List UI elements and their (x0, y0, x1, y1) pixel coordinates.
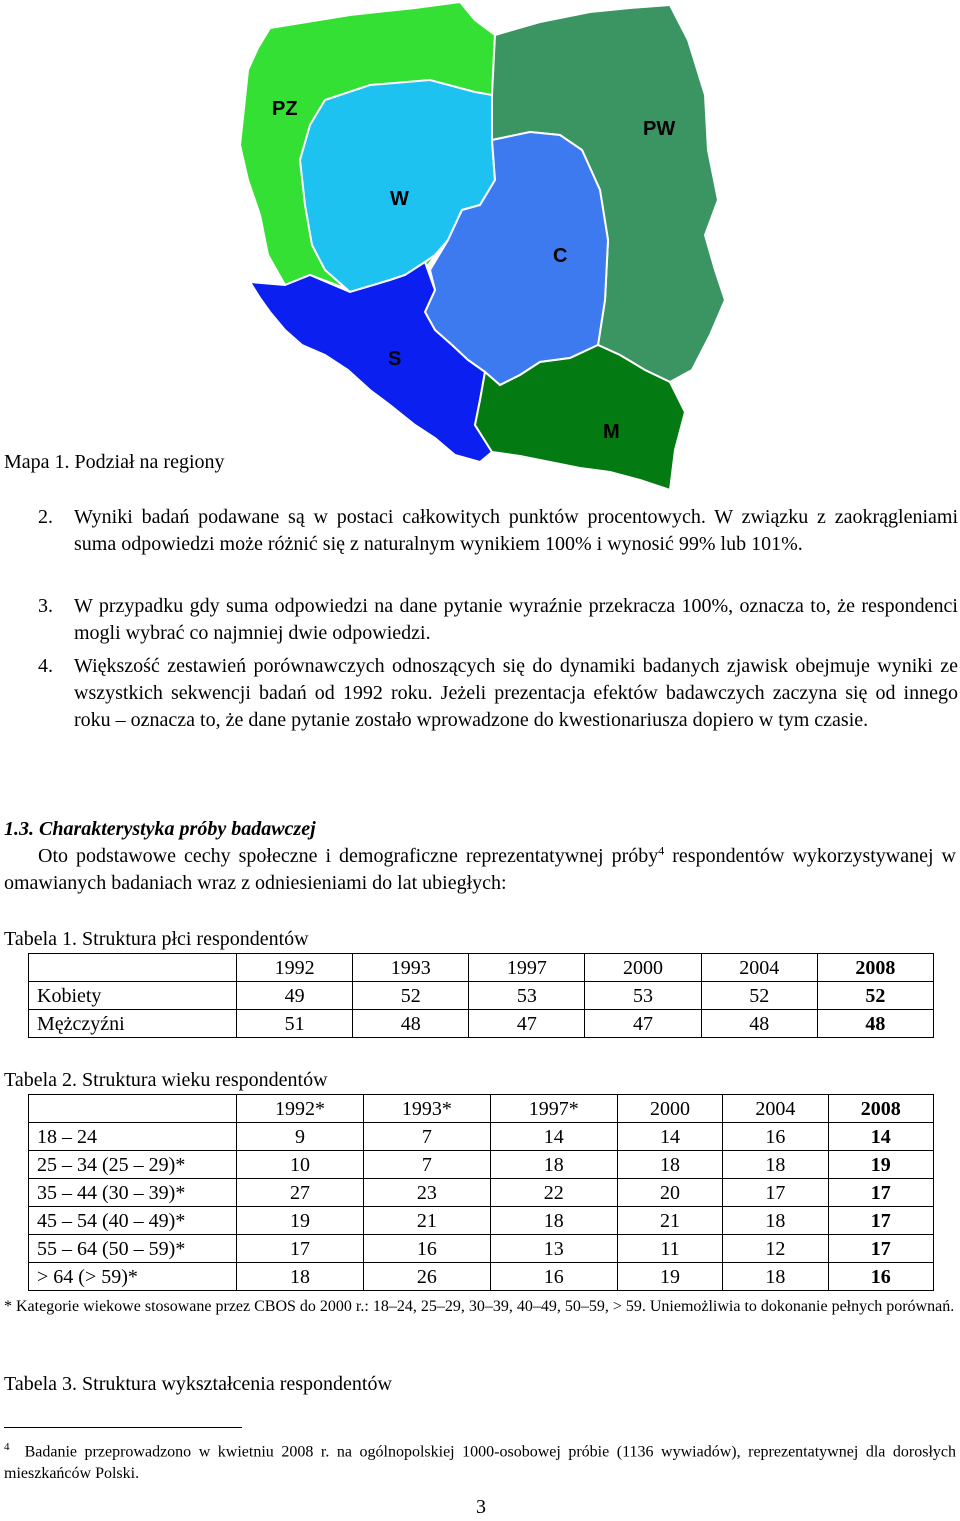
region-label-m: M (603, 421, 620, 443)
table-cell: 16 (723, 1123, 828, 1151)
table-cell: 53 (469, 982, 585, 1010)
table-cell: 16 (363, 1235, 490, 1263)
note-text: Większość zestawień porównawczych odnoszących się do dynamiki badanych zjawisk obejmuje wyniki ze wszystkich sekwencji badań od 1992 roku. Jeżeli prezentacja efektów badawczych zaczyna się od innego roku – oznacza to, że dane pytanie zostało wprowadzone do kwestionariusza dopiero w tym czasie. (74, 655, 958, 731)
note-text: Wyniki badań podawane są w postaci całkowitych punktów procentowych. W związku z zaokrągleniami suma odpowiedzi może różnić się z naturalnym wynikiem 100% i wynosić 99% lub 101%. (74, 506, 958, 555)
note-number: 2. (38, 506, 53, 528)
note-number: 4. (38, 655, 53, 677)
table-cell: 16 (490, 1263, 617, 1291)
table-cell: 26 (363, 1263, 490, 1291)
table-age (28, 1094, 934, 1291)
table-cell: 14 (490, 1123, 617, 1151)
table-cell: 2004 (723, 1095, 828, 1123)
table-cell: 7 (363, 1123, 490, 1151)
table-row (29, 1010, 934, 1038)
table-cell: 2008 (828, 1095, 933, 1123)
table-row-label: 35 – 44 (30 – 39)* (29, 1179, 237, 1207)
table-cell: 17 (828, 1235, 933, 1263)
table-cell: 1992 (237, 954, 353, 982)
table-cell: 21 (617, 1207, 722, 1235)
region-label-c: C (553, 245, 568, 267)
table-cell: 1997* (490, 1095, 617, 1123)
table-row (29, 1123, 934, 1151)
table-cell: 16 (828, 1263, 933, 1291)
table-cell: 52 (817, 982, 933, 1010)
table2-caption: Tabela 2. Struktura wieku respondentów (4, 1069, 328, 1091)
table-cell: 21 (363, 1207, 490, 1235)
table-cell: 2000 (585, 954, 701, 982)
table-cell: 18 (490, 1151, 617, 1179)
note-item-3 (38, 593, 958, 647)
table-cell: 13 (490, 1235, 617, 1263)
table-cell: 17 (723, 1179, 828, 1207)
table-cell: 11 (617, 1235, 722, 1263)
table-row (29, 1179, 934, 1207)
table-row-label: Mężczyźni (29, 1010, 237, 1038)
note-item-2 (38, 504, 958, 558)
table-cell: 48 (353, 1010, 469, 1038)
table-cell: 51 (237, 1010, 353, 1038)
table-row-label: Kobiety (29, 982, 237, 1010)
table-row-label: 55 – 64 (50 – 59)* (29, 1235, 237, 1263)
table-row (29, 1151, 934, 1179)
footnote (4, 1436, 956, 1485)
table-cell: 17 (237, 1235, 364, 1263)
region-label-s: S (388, 348, 402, 370)
table-row-label: 45 – 54 (40 – 49)* (29, 1207, 237, 1235)
table-cell: 19 (237, 1207, 364, 1235)
table-cell: 48 (817, 1010, 933, 1038)
section-heading: 1.3. Charakterystyka próby badawczej (4, 818, 316, 840)
table-cell: 27 (237, 1179, 364, 1207)
region-label-w: W (390, 188, 409, 210)
table-cell: 20 (617, 1179, 722, 1207)
table1-caption: Tabela 1. Struktura płci respondentów (4, 928, 309, 950)
footnote-text: Badanie przeprowadzono w kwietniu 2008 r. na ogólnopolskiej 1000-osobowej próbie (1136 wywiadów), reprezentatywnej dla dorosłych mieszkańców Polski. (4, 1443, 957, 1483)
footnote-number: 4 (4, 1441, 10, 1453)
table-cell: 2000 (617, 1095, 722, 1123)
section-intro-part-b: respondentów wykorzystywanej w omawianych badaniach wraz z odniesieniami do lat ubiegłych: (4, 845, 956, 894)
regions-map (230, 0, 730, 495)
table-cell: 19 (617, 1263, 722, 1291)
table-gender (28, 953, 934, 1038)
table-cell: 47 (585, 1010, 701, 1038)
table-cell: 19 (828, 1151, 933, 1179)
table-cell: 52 (701, 982, 817, 1010)
table-cell: 1993* (363, 1095, 490, 1123)
table-cell: 18 (723, 1151, 828, 1179)
table-cell: 18 (723, 1207, 828, 1235)
table-row (29, 1235, 934, 1263)
table-cell: 1997 (469, 954, 585, 982)
table-cell: 17 (828, 1179, 933, 1207)
table-cell: 53 (585, 982, 701, 1010)
table-cell: 18 (723, 1263, 828, 1291)
section-intro (4, 843, 956, 897)
table-cell: 2004 (701, 954, 817, 982)
table-cell: 18 (617, 1151, 722, 1179)
table-row (29, 982, 934, 1010)
footnote-separator (4, 1427, 242, 1428)
table-cell: 9 (237, 1123, 364, 1151)
table2-note: * Kategorie wiekowe stosowane przez CBOS do 2000 r.: 18–24, 25–29, 30–39, 40–49, 50–59, > 59. Uniemożliwia to dokonanie pełnych porównań. (4, 1298, 955, 1315)
note-item-4 (38, 653, 958, 734)
map-caption: Mapa 1. Podział na regiony (4, 451, 225, 473)
table-cell: 10 (237, 1151, 364, 1179)
table-row-label (29, 1095, 237, 1123)
region-label-pz: PZ (272, 98, 298, 120)
table-cell: 14 (828, 1123, 933, 1151)
region-label-pw: PW (643, 118, 676, 140)
table-cell: 47 (469, 1010, 585, 1038)
note-text: W przypadku gdy suma odpowiedzi na dane pytanie wyraźnie przekracza 100%, oznacza to, że respondenci mogli wybrać co najmniej dwie odpowiedzi. (74, 595, 958, 644)
table-cell: 18 (237, 1263, 364, 1291)
note-number: 3. (38, 595, 53, 617)
table-cell: 1992* (237, 1095, 364, 1123)
table-cell: 48 (701, 1010, 817, 1038)
table-cell: 1993 (353, 954, 469, 982)
table-header-row (29, 1095, 934, 1123)
table-cell: 22 (490, 1179, 617, 1207)
page-number: 3 (476, 1496, 486, 1518)
table-cell: 49 (237, 982, 353, 1010)
footnote-ref: 4 (658, 843, 665, 858)
table-row-label: 25 – 34 (25 – 29)* (29, 1151, 237, 1179)
table-row-label: > 64 (> 59)* (29, 1263, 237, 1291)
table-cell: 17 (828, 1207, 933, 1235)
table-cell: 23 (363, 1179, 490, 1207)
table-row (29, 1263, 934, 1291)
table-row-label (29, 954, 237, 982)
table-cell: 2008 (817, 954, 933, 982)
table3-caption: Tabela 3. Struktura wykształcenia respondentów (4, 1373, 392, 1395)
table-header-row (29, 954, 934, 982)
table-cell: 7 (363, 1151, 490, 1179)
table-row (29, 1207, 934, 1235)
table-cell: 12 (723, 1235, 828, 1263)
section-intro-part-a: Oto podstawowe cechy społeczne i demograficzne reprezentatywnej próby (38, 845, 659, 867)
table-row-label: 18 – 24 (29, 1123, 237, 1151)
table-cell: 52 (353, 982, 469, 1010)
table-cell: 14 (617, 1123, 722, 1151)
table-cell: 18 (490, 1207, 617, 1235)
